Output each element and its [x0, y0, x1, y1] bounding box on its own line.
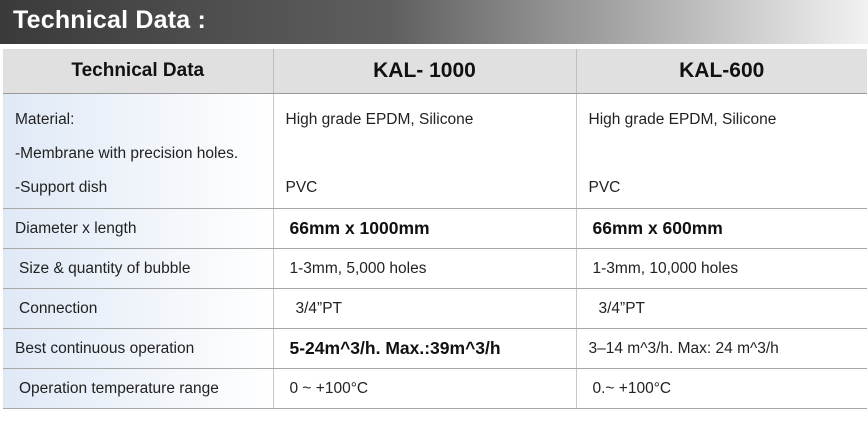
- connection-kal-600: 3/4”PT: [576, 289, 867, 329]
- material-kal-1000: High grade EPDM, Silicone: [285, 111, 474, 128]
- table-row-temperature: [3, 369, 867, 409]
- material-label-cell: [3, 94, 273, 209]
- connection-label: Connection: [3, 289, 273, 329]
- support-dish-kal-1000: PVC: [285, 179, 318, 196]
- table-row-material: [3, 94, 867, 209]
- operation-kal-600: 3–14 m^3/h. Max: 24 m^3/h: [576, 329, 867, 369]
- page-title: Technical Data :: [13, 6, 207, 34]
- table-header-row: [3, 49, 867, 94]
- material-kal-600-cell: [576, 94, 867, 209]
- header-kal-600: KAL-600: [576, 49, 867, 94]
- temperature-kal-600: 0.~ +100°C: [576, 369, 867, 409]
- temperature-label: Operation temperature range: [3, 369, 273, 409]
- operation-label: Best continuous operation: [3, 329, 273, 369]
- title-bar: [0, 0, 868, 44]
- support-dish-kal-600: PVC: [588, 179, 621, 196]
- membrane-label: -Membrane with precision holes.: [15, 145, 239, 162]
- membrane-kal-1000: [286, 137, 576, 171]
- table-row-bubble: [3, 249, 867, 289]
- material-kal-1000-cell: [273, 94, 576, 209]
- operation-kal-1000: 5-24m^3/h. Max.:39m^3/h: [273, 329, 576, 369]
- table-row-connection: [3, 289, 867, 329]
- diameter-label: Diameter x length: [3, 209, 273, 249]
- table-row-diameter: [3, 209, 867, 249]
- header-technical-data: Technical Data: [3, 49, 273, 94]
- diameter-kal-1000: 66mm x 1000mm: [273, 209, 576, 249]
- bubble-kal-1000: 1-3mm, 5,000 holes: [273, 249, 576, 289]
- technical-data-table: [3, 49, 867, 409]
- support-dish-label: -Support dish: [15, 179, 108, 196]
- table-row-operation: [3, 329, 867, 369]
- diameter-kal-600: 66mm x 600mm: [576, 209, 867, 249]
- material-label: Material:: [15, 111, 75, 128]
- connection-kal-1000: 3/4”PT: [273, 289, 576, 329]
- membrane-kal-600: [589, 137, 868, 171]
- bubble-kal-600: 1-3mm, 10,000 holes: [576, 249, 867, 289]
- header-kal-1000: KAL- 1000: [273, 49, 576, 94]
- bubble-label: Size & quantity of bubble: [3, 249, 273, 289]
- material-kal-600: High grade EPDM, Silicone: [588, 111, 777, 128]
- temperature-kal-1000: 0 ~ +100°C: [273, 369, 576, 409]
